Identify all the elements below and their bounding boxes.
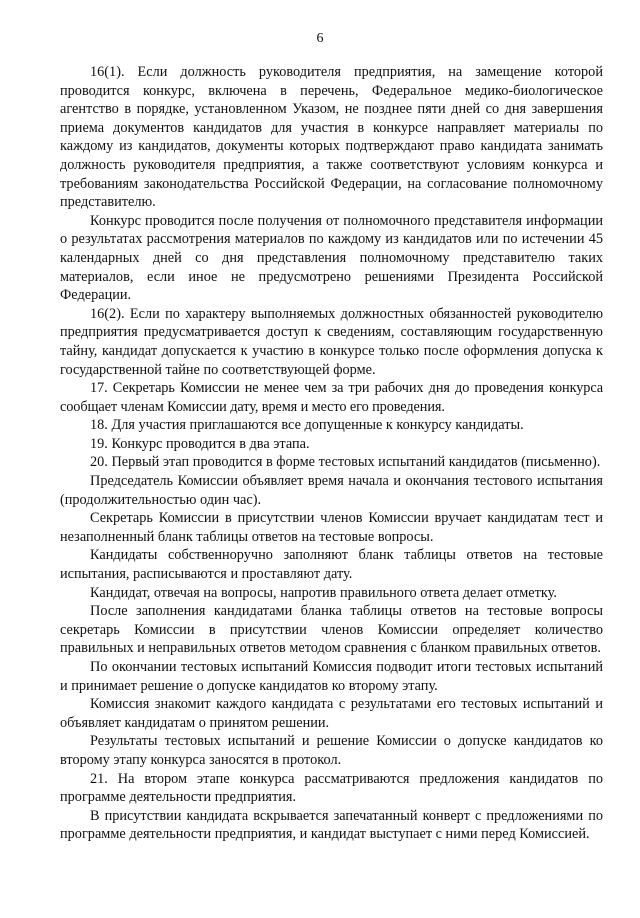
paragraph-commission-informs: Комиссия знакомит каждого кандидата с результатами его тестовых испытаний и объявляет кандидатам о принятом решении. bbox=[60, 696, 603, 731]
paragraph-envelope: В присутствии кандидата вскрывается запечатанный конверт с предложениями по программе деятельности предприятия, и кандидат выступает с ними перед Комиссией. bbox=[60, 807, 603, 843]
paragraph-18: 18. Для участия приглашаются все допущенные к конкурсу кандидаты. bbox=[90, 417, 524, 434]
paragraph-contest-after-info: Конкурс проводится после получения от полномочного представителя информации о результатах рассмотрения материалов по каждому из кандидатов или по истечении 45 календарных дней со дня представления полномочному представителю таких материалов, если иное не предусмотрено решениями Президента Российской Федерации. bbox=[60, 212, 603, 304]
paragraph-19: 19. Конкурс проводится в два этапа. bbox=[90, 435, 310, 452]
paragraph-17: 17. Секретарь Комиссии не менее чем за три рабочих дня до проведения конкурса сообщает членам Комиссии дату, время и место его проведения. bbox=[60, 380, 603, 415]
page-number: 6 bbox=[316, 31, 324, 46]
paragraph-test-results: По окончании тестовых испытаний Комиссия подводит итоги тестовых испытаний и принимает решение о допуске кандидатов ко второму этапу. bbox=[60, 659, 603, 694]
paragraph-after-fill: После заполнения кандидатами бланка таблицы ответов на тестовые вопросы секретарь Комиссии в присутствии членов Комиссии определяет количество правильных и неправильных ответов методом сравнения с бланком правильных ответов. bbox=[60, 603, 603, 657]
paragraph-protocol: Результаты тестовых испытаний и решение Комиссии о допуске кандидатов ко второму этапу конкурса заносятся в протокол. bbox=[60, 733, 603, 768]
paragraph-20: 20. Первый этап проводится в форме тестовых испытаний кандидатов (письменно). bbox=[90, 454, 601, 471]
paragraph-16-2: 16(2). Если по характеру выполняемых должностных обязанностей руководителю предприятия предусматривается доступ к сведениям, составляющим государственную тайну, кандидат допускается к участию в конкурсе только после оформления допуска к государственной тайне по соответствующей форме. bbox=[60, 305, 603, 378]
paragraph-chairman: Председатель Комиссии объявляет время начала и окончания тестового испытания (продолжительностью один час). bbox=[60, 473, 603, 508]
paragraph-16-1: 16(1). Если должность руководителя предприятия, на замещение которой проводится конкурс, включена в перечень, Федеральное медико-биологическое агентство в порядке, установленном Указом, не позднее пяти дней со дня завершения приема документов кандидатов для участия в конкурсе направляет материалы по каждому из кандидатов, документы которых подтверждают право кандидата занимать должность руководителя предприятия, а также соответствуют условиям конкурса и требованиям законодательства Российской Федерации, на согласование полномочному представителю. bbox=[60, 64, 603, 211]
document-body bbox=[60, 63, 603, 844]
paragraph-21: 21. На втором этапе конкурса рассматриваются предложения кандидатов по программе деятельности предприятия. bbox=[60, 770, 603, 806]
paragraph-candidate-mark: Кандидат, отвечая на вопросы, напротив правильного ответа делает отметку. bbox=[90, 584, 557, 601]
paragraph-candidates-fill: Кандидаты собственноручно заполняют бланк таблицы ответов на тестовые испытания, расписываются и проставляют дату. bbox=[60, 547, 603, 583]
paragraph-secretary-test: Секретарь Комиссии в присутствии членов Комиссии вручает кандидатам тест и незаполненный бланк таблицы ответов на тестовые вопросы. bbox=[60, 510, 603, 545]
